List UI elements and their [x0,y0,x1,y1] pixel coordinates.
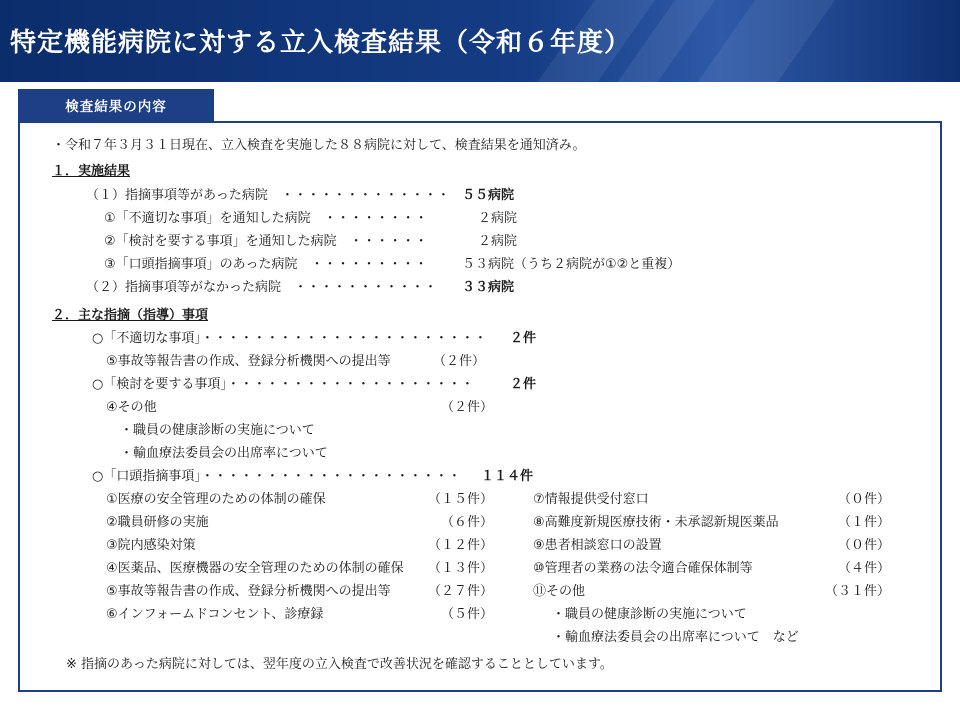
oral-subitem: ・職員の健康診断の実施について [552,607,747,622]
oral-count: １１４件 [481,469,534,484]
result-item-value: ２病院 [478,234,518,249]
oral-item-label: ④医薬品、医療機器の安全管理のための体制の確保 [106,561,404,576]
result-item-label: ①「不適切な事項」を通知した病院 ・・・・・・・・ [104,211,428,226]
oral-item-label: ⑧高難度新規医療技術・未承認新規医薬品 [533,515,779,530]
finding-item-label: ⑤事故等報告書の作成、登録分析機関への提出等 [106,354,391,369]
finding-item-label: ④その他 [106,400,157,415]
oral-item-count: （５件） [441,607,494,622]
oral-item-count: （４件） [838,561,891,576]
result-item-label: ②「検討を要する事項」を通知した病院 ・・・・・・ [104,234,428,249]
with-findings-label: （１）指摘事項等があった病院 ・・・・・・・・・・・・・ [86,188,450,203]
oral-item-label: ⑩管理者の業務の法令適合確保体制等 [533,561,753,576]
section-tab: 検査結果の内容 [18,89,214,121]
inappropriate-count: ２件 [510,331,537,346]
oral-item-count: （１２件） [428,538,494,553]
oral-item-count: （１５件） [428,492,494,507]
findings-heading: ２．主な指摘（指導）事項 [52,308,209,323]
oral-item-count: （６件） [441,515,494,530]
results-heading: １．実施結果 [52,164,131,179]
oral-label: ○「口頭指摘事項」・・・・・・・・・・・・・・・・・・・・ [92,469,461,484]
inappropriate-label: ○「不適切な事項」・・・・・・・・・・・・・・・・・・・・・・ [92,331,487,346]
oral-item-label: ⑪その他 [533,584,586,599]
oral-item-label: ⑤事故等報告書の作成、登録分析機関への提出等 [106,584,391,599]
oral-item-label: ⑨患者相談窓口の設置 [533,538,662,553]
footnote: ※ 指摘のあった病院に対しては、翌年度の立入検査で改善状況を確認することとしています。 [66,657,613,672]
oral-item-count: （３１件） [825,584,891,599]
finding-subitem: ・職員の健康診断の実施について [120,423,315,438]
oral-item-label: ③院内感染対策 [106,538,196,553]
oral-item-label: ②職員研修の実施 [106,515,209,530]
oral-item-count: （１件） [838,515,891,530]
oral-subitem: ・輸血療法委員会の出席率について など [552,630,799,645]
oral-item-label: ⑥インフォームドコンセント、診療録 [106,607,324,622]
finding-item-count: （２件） [441,400,494,415]
finding-subitem: ・輸血療法委員会の出席率について [120,446,328,461]
oral-item-label: ①医療の安全管理のための体制の確保 [106,492,326,507]
finding-item-count: （２件） [433,354,486,369]
oral-item-label: ⑦情報提供受付窓口 [533,492,649,507]
oral-item-count: （０件） [838,492,891,507]
header-banner [0,0,960,82]
review-label: ○「検討を要する事項」・・・・・・・・・・・・・・・・・・・ [92,377,474,392]
review-count: ２件 [510,377,537,392]
oral-item-count: （１３件） [428,561,494,576]
intro-text: ・令和７年３月３１日現在、立入検査を実施した８８病院に対して、検査結果を通知済み。 [52,138,586,153]
without-findings-label: （２）指摘事項等がなかった病院 ・・・・・・・・・・・ [86,280,438,295]
oral-item-count: （０件） [838,538,891,553]
result-item-value: ５３病院（うち２病院が①②と重複） [462,257,681,272]
oral-item-count: （２７件） [428,584,494,599]
result-item-label: ③「口頭指摘事項」のあった病院 ・・・・・・・・・ [104,257,428,272]
page-title: 特定機能病院に対する立入検査結果（令和６年度） [10,28,632,58]
without-findings-value: ３３病院 [462,280,515,295]
result-item-value: ２病院 [478,211,518,226]
with-findings-value: ５５病院 [462,188,515,203]
